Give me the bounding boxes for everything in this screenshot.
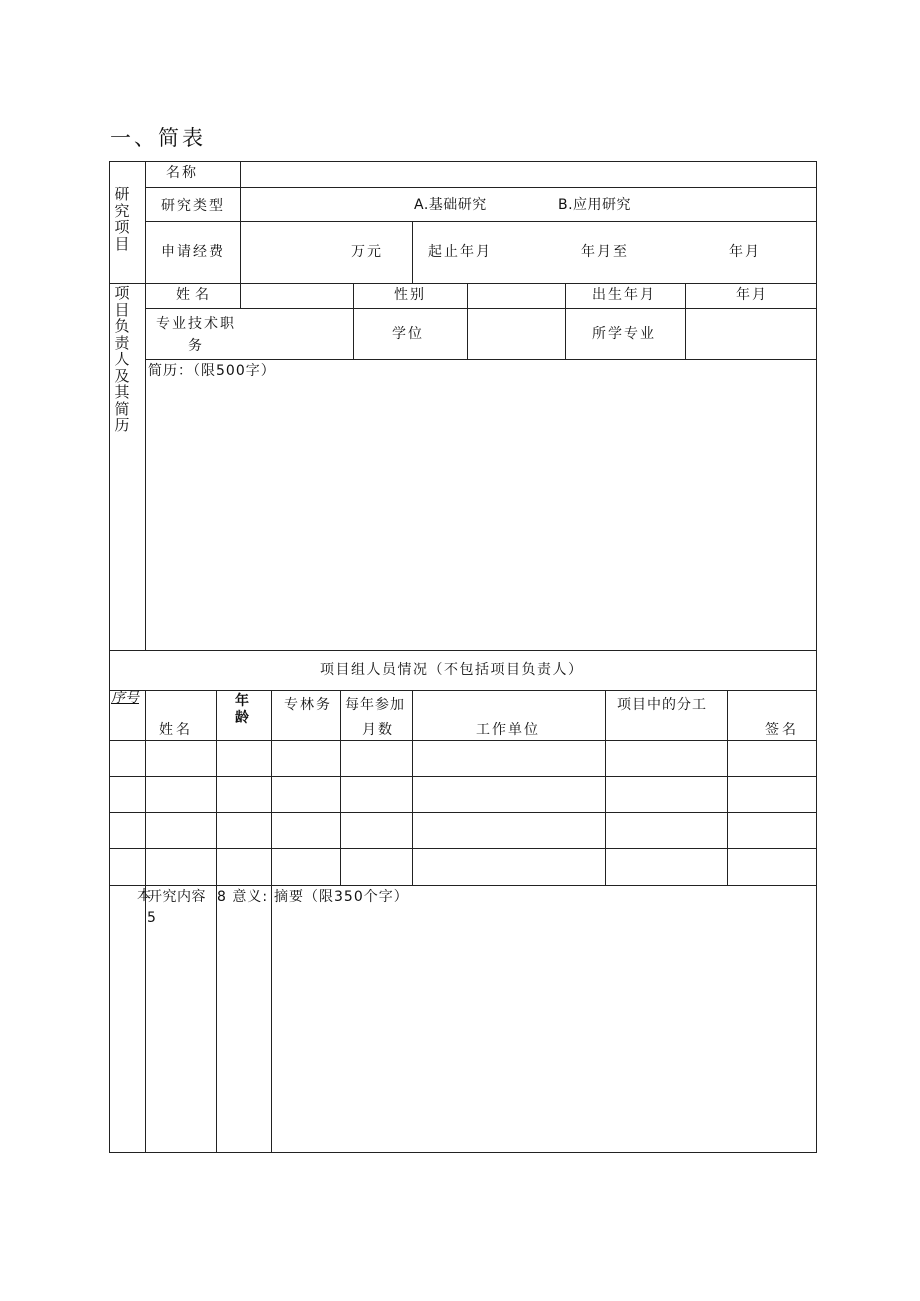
- col-line: [145, 161, 146, 650]
- col-header-name: 姓名: [159, 722, 193, 738]
- row-line: [109, 283, 817, 284]
- project-name-field[interactable]: [246, 166, 811, 184]
- col-line: [412, 690, 413, 885]
- table-cell[interactable]: [112, 750, 142, 772]
- abstract-fragment-3: 5: [147, 910, 158, 926]
- table-cell[interactable]: [112, 858, 142, 881]
- col-line: [467, 283, 468, 359]
- table-cell[interactable]: [608, 750, 724, 772]
- team-heading: 项目组人员情况（不包括项目负责人）: [320, 662, 584, 678]
- table-cell[interactable]: [343, 786, 409, 808]
- leader-title-label: 专业技术职务: [156, 316, 236, 354]
- table-border-right: [816, 161, 817, 1152]
- period-to-suffix: 年月: [729, 244, 761, 260]
- table-cell[interactable]: [608, 786, 724, 808]
- table-cell[interactable]: [274, 858, 337, 881]
- col-header-unit: 工作单位: [476, 722, 540, 738]
- table-cell[interactable]: [148, 786, 213, 808]
- row-line: [109, 650, 817, 651]
- row-line: [145, 359, 817, 360]
- table-border-left: [109, 161, 110, 1152]
- leader-major-label: 所学专业: [592, 326, 656, 342]
- col-header-months-line1: 每年参加: [345, 697, 405, 713]
- table-cell[interactable]: [343, 858, 409, 881]
- col-line: [605, 690, 606, 885]
- table-cell[interactable]: [343, 750, 409, 772]
- col-header-role: 项目中的分工: [617, 697, 707, 713]
- resume-text-area[interactable]: [147, 382, 814, 648]
- col-header-signature: 签名: [765, 722, 799, 738]
- table-cell[interactable]: [219, 786, 268, 808]
- table-cell[interactable]: [730, 822, 813, 844]
- abstract-fragment-4: 8 意义:: [217, 889, 269, 905]
- table-cell[interactable]: [730, 786, 813, 808]
- col-header-title: 专林务: [284, 697, 332, 713]
- abstract-text-area[interactable]: [273, 910, 814, 1150]
- table-cell[interactable]: [274, 750, 337, 772]
- table-cell[interactable]: [148, 858, 213, 881]
- col-line: [412, 221, 413, 283]
- leader-birth-label: 出生年月: [592, 287, 656, 303]
- leader-gender-label: 性别: [394, 287, 426, 303]
- table-border-bottom: [109, 1152, 817, 1153]
- table-cell[interactable]: [219, 858, 268, 881]
- col-line: [340, 690, 341, 885]
- row-line: [145, 187, 817, 188]
- table-cell[interactable]: [112, 786, 142, 808]
- table-cell[interactable]: [148, 750, 213, 772]
- research-type-label: 研究类型: [161, 198, 225, 214]
- table-cell[interactable]: [415, 750, 602, 772]
- leader-birth-suffix: 年月: [736, 287, 768, 303]
- table-cell[interactable]: [415, 858, 602, 881]
- table-cell[interactable]: [343, 822, 409, 844]
- abstract-label: 摘要（限350个字）: [274, 889, 409, 905]
- section-title: 一、简表: [110, 126, 206, 150]
- table-cell[interactable]: [274, 822, 337, 844]
- table-cell[interactable]: [730, 750, 813, 772]
- project-side-label: 研究项目: [114, 185, 130, 253]
- col-line: [685, 283, 686, 359]
- research-type-option-b[interactable]: B.应用研究: [558, 197, 632, 213]
- col-line: [353, 283, 354, 359]
- table-cell[interactable]: [112, 822, 142, 844]
- row-line: [145, 308, 817, 309]
- col-header-seq: 序号: [111, 690, 139, 706]
- table-cell[interactable]: [219, 750, 268, 772]
- table-cell[interactable]: [730, 858, 813, 881]
- col-line: [565, 283, 566, 359]
- leader-side-label: 项目负责人及其简历: [114, 284, 130, 434]
- leader-name-label: 姓名: [176, 287, 214, 303]
- funding-unit: 万元: [351, 244, 383, 260]
- table-cell[interactable]: [274, 786, 337, 808]
- table-cell[interactable]: [608, 822, 724, 844]
- col-line: [271, 690, 272, 1152]
- col-line: [727, 690, 728, 885]
- table-cell[interactable]: [219, 822, 268, 844]
- col-header-months-line2: 月数: [362, 722, 394, 738]
- resume-label: 简历：（限500字）: [148, 363, 276, 379]
- leader-degree-label: 学位: [392, 326, 424, 342]
- table-border-top: [109, 161, 817, 162]
- abstract-fragment-1: 本: [137, 888, 151, 904]
- table-cell[interactable]: [415, 786, 602, 808]
- table-cell[interactable]: [608, 858, 724, 881]
- col-header-age: 年龄: [235, 693, 249, 726]
- period-from-suffix: 年月至: [581, 244, 629, 260]
- row-line: [145, 221, 817, 222]
- research-type-option-a[interactable]: A.基础研究: [414, 197, 487, 213]
- col-line: [145, 690, 146, 1152]
- period-label: 起止年月: [428, 244, 492, 260]
- abstract-fragment-2: 开究内容: [148, 889, 206, 905]
- col-line: [240, 161, 241, 308]
- funding-label: 申请经费: [161, 244, 225, 260]
- project-name-label: 名称: [166, 165, 198, 181]
- col-line: [216, 690, 217, 1152]
- table-cell[interactable]: [415, 822, 602, 844]
- table-cell[interactable]: [148, 822, 213, 844]
